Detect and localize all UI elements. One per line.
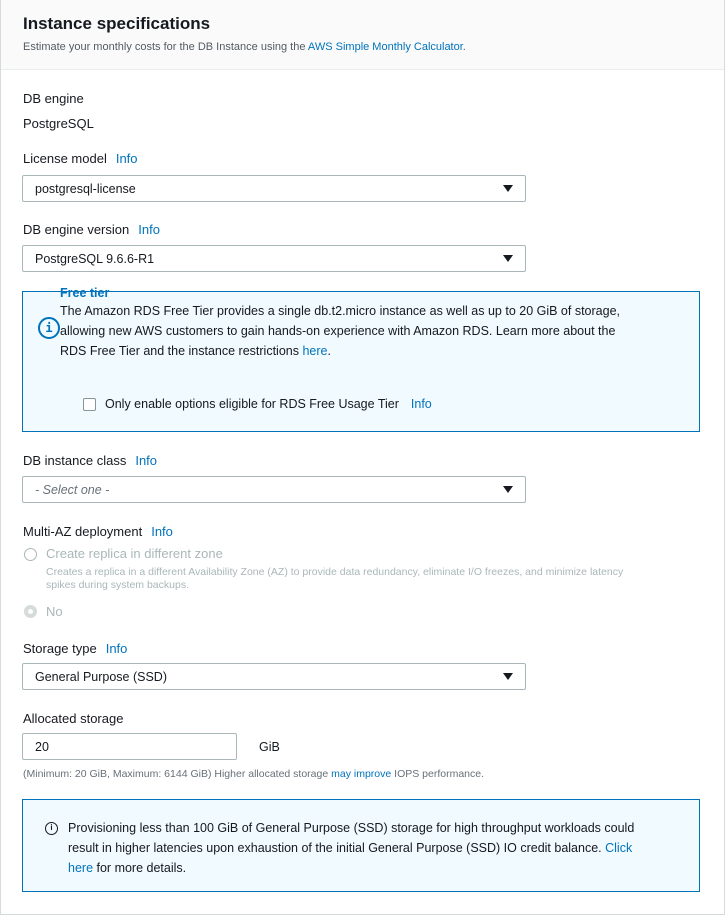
calculator-link[interactable]: AWS Simple Monthly Calculator [307, 41, 463, 53]
db-engine-label: DB engine [23, 91, 84, 106]
no-multi-az-label: No [46, 604, 63, 619]
engine-version-info-link[interactable]: Info [138, 222, 160, 237]
license-model-selected-value: postgresql-license [35, 182, 136, 196]
engine-version-select[interactable] [22, 245, 526, 272]
panel-header [1, 0, 724, 70]
instance-class-select[interactable] [22, 476, 526, 503]
engine-version-selected-value: PostgreSQL 9.6.6-R1 [35, 252, 155, 266]
storage-alert-line-3 [68, 858, 634, 878]
storage-alert-text [68, 818, 634, 878]
instance-class-placeholder: - Select one - [35, 483, 110, 497]
free-tier-checkbox-text: Only enable options eligible for RDS Free Usage Tier [105, 397, 399, 411]
free-tier-line-2: allowing new AWS customers to gain hands-on experience with Amazon RDS. Learn more about the [60, 324, 616, 338]
free-tier-line-3-suffix: . [327, 344, 331, 358]
allocated-storage-value: 20 [35, 740, 49, 754]
panel-title: Instance specifications [23, 14, 211, 33]
instance-class-label [23, 453, 157, 468]
license-model-select[interactable] [22, 175, 526, 202]
storage-alert-here-link[interactable]: here [68, 861, 94, 875]
instance-class-info-link[interactable]: Info [135, 453, 158, 468]
db-engine-value: PostgreSQL [23, 116, 94, 131]
storage-alert-line-2-text: result in higher latencies upon exhaustion of the initial General Purpose (SSD) IO credit balance. [68, 841, 606, 855]
subtitle-text: Estimate your monthly costs for the DB Instance using the [23, 41, 308, 53]
create-replica-description [46, 566, 623, 592]
license-model-label [23, 151, 138, 166]
storage-type-info-link[interactable]: Info [105, 641, 128, 656]
free-tier-here-link[interactable]: here [302, 344, 328, 358]
panel-subtitle [23, 41, 466, 53]
storage-alert-line-3-text: for more details. [93, 861, 187, 875]
license-model-label-text: License model [23, 151, 107, 166]
create-replica-desc-line-1: Creates a replica in a different Availability Zone (AZ) to provide data redundancy, eliminate I/O freezes, and minimize latency [46, 566, 624, 578]
allocated-storage-hint-text: (Minimum: 20 GiB, Maximum: 6144 GiB) Higher allocated storage [23, 768, 332, 780]
free-tier-checkbox-label [105, 397, 432, 411]
storage-type-label-text: Storage type [23, 641, 97, 656]
storage-alert-line-2 [68, 838, 634, 858]
info-icon: i [38, 317, 60, 339]
free-tier-line-3-text: RDS Free Tier and the instance restrictions [60, 344, 303, 358]
may-improve-link[interactable]: may improve [331, 768, 392, 780]
create-replica-desc-line-2: spikes during system backups. [46, 579, 189, 591]
storage-alert-line-1: Provisioning less than 100 GiB of General Purpose (SSD) storage for high throughput workloads could [68, 821, 635, 835]
caret-down-icon [503, 486, 513, 493]
free-tier-text [60, 301, 620, 361]
allocated-storage-input[interactable] [22, 733, 237, 760]
create-replica-label: Create replica in different zone [46, 546, 223, 561]
free-tier-checkbox[interactable] [83, 398, 96, 411]
free-tier-line-3 [60, 341, 620, 361]
multi-az-label-text: Multi-AZ deployment [23, 524, 143, 539]
storage-alert-click-link[interactable]: Click [605, 841, 633, 855]
storage-type-select[interactable] [22, 663, 526, 690]
free-tier-line-1: The Amazon RDS Free Tier provides a single db.t2.micro instance as well as up to 20 GiB of storage, [60, 304, 620, 318]
no-multi-az-radio[interactable] [24, 605, 37, 618]
engine-version-label-text: DB engine version [23, 222, 130, 237]
caret-down-icon [503, 255, 513, 262]
caret-down-icon [503, 185, 513, 192]
free-tier-info-link[interactable]: Info [410, 397, 432, 411]
license-model-info-link[interactable]: Info [115, 151, 138, 166]
allocated-storage-unit: GiB [259, 740, 280, 754]
subtitle-suffix: . [462, 41, 466, 53]
engine-version-label [23, 222, 160, 237]
allocated-storage-label: Allocated storage [23, 711, 124, 726]
info-icon: i [45, 822, 58, 835]
storage-type-label [23, 641, 127, 656]
instance-class-label-text: DB instance class [23, 453, 127, 468]
create-replica-radio[interactable] [24, 548, 37, 561]
multi-az-label [23, 524, 173, 539]
storage-type-selected-value: General Purpose (SSD) [35, 670, 168, 684]
allocated-storage-hint [23, 768, 484, 780]
allocated-storage-hint-suffix: IOPS performance. [391, 768, 485, 780]
free-tier-title: Free tier [60, 286, 110, 300]
caret-down-icon [503, 673, 513, 680]
multi-az-info-link[interactable]: Info [151, 524, 173, 539]
